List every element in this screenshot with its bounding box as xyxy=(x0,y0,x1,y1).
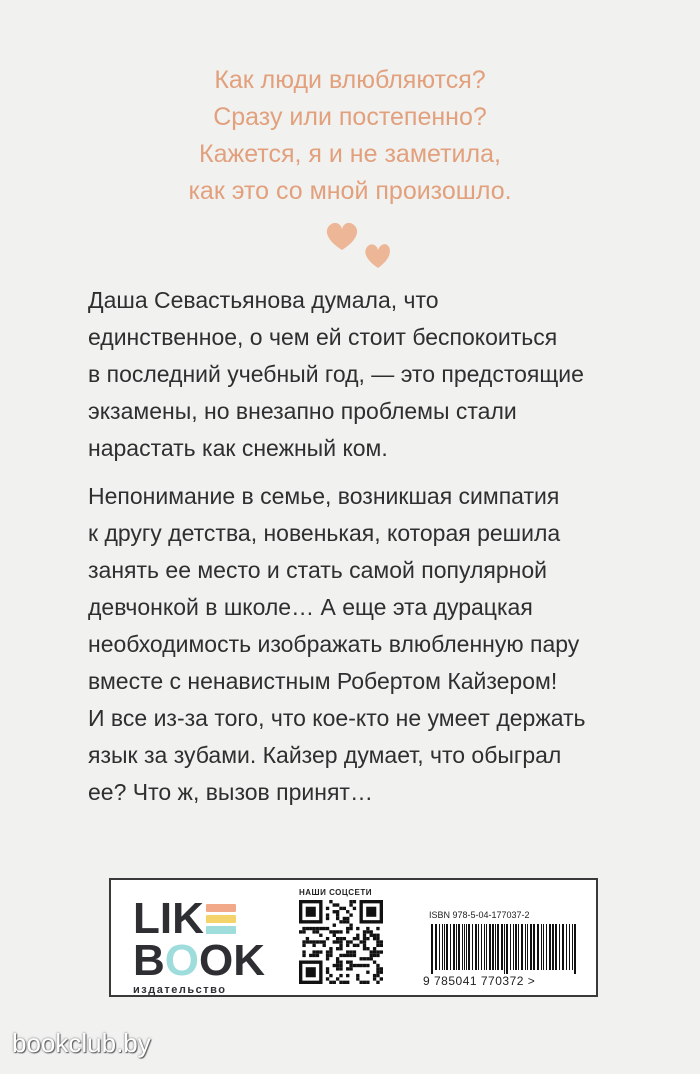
logo-letter-o: O xyxy=(199,936,234,985)
social-qr-block xyxy=(299,888,399,989)
blurb-paragraph-2 xyxy=(88,478,628,811)
blurb-line: единственное, о чем ей стоит беспокоиться xyxy=(88,324,558,350)
blurb-line: ее? Что ж, вызов принят… xyxy=(88,779,373,805)
publisher-info-box xyxy=(109,878,598,997)
hearts-icon xyxy=(320,212,400,276)
epigraph-line: Кажется, я и не заметила, xyxy=(199,140,501,168)
blurb-line: к другу детства, новенькая, которая решила xyxy=(88,520,561,546)
epigraph-line: Сразу или постепенно? xyxy=(213,103,487,131)
social-label: НАШИ СОЦСЕТИ xyxy=(299,888,372,897)
blurb-line: в последний учебный год, — это предстоящие xyxy=(88,361,584,387)
qr-code-icon[interactable] xyxy=(299,900,383,984)
logo-subtitle: издательство xyxy=(133,984,227,996)
blurb-line: язык за зубами. Кайзер думает, что обыграл xyxy=(88,742,562,768)
logo-e-stripes-icon xyxy=(206,901,236,937)
epigraph-line: Как люди влюбляются? xyxy=(214,66,486,94)
blurb-line: нарастать как снежный ком. xyxy=(88,435,388,461)
epigraph xyxy=(0,62,700,210)
blurb-line: Даша Севастьянова думала, что xyxy=(88,287,439,313)
blurb-line: И все из-за того, что кое-кто не умеет держать xyxy=(88,705,586,731)
logo-letter-o: O xyxy=(164,936,200,985)
logo-letter-b: B xyxy=(133,936,165,985)
isbn-label: ISBN 978-5-04-177037-2 xyxy=(429,910,530,920)
logo-letter-k: K xyxy=(233,936,266,985)
blurb-line: экзамены, но внезапно проблемы стали xyxy=(88,398,517,424)
publisher-logo xyxy=(133,894,283,996)
epigraph-line: как это со мной произошло. xyxy=(188,177,512,205)
blurb-paragraph-1 xyxy=(88,282,628,467)
barcode-icon xyxy=(429,924,579,974)
blurb-line: необходимость изображать влюбленную пару xyxy=(88,631,580,657)
blurb-line: Непонимание в семье, возникшая симпатия xyxy=(88,483,560,509)
blurb-line: девчонкой в школе… А еще эта дурацкая xyxy=(88,594,533,620)
barcode-number: 9 785041 770372 > xyxy=(423,974,536,988)
logo-text-line1: LIK xyxy=(133,894,204,943)
blurb-line: вместе с ненавистным Робертом Кайзером! xyxy=(88,668,558,694)
blurb-line: занять ее место и стать самой популярной xyxy=(88,557,547,583)
watermark: bookclub.by xyxy=(12,1028,151,1058)
